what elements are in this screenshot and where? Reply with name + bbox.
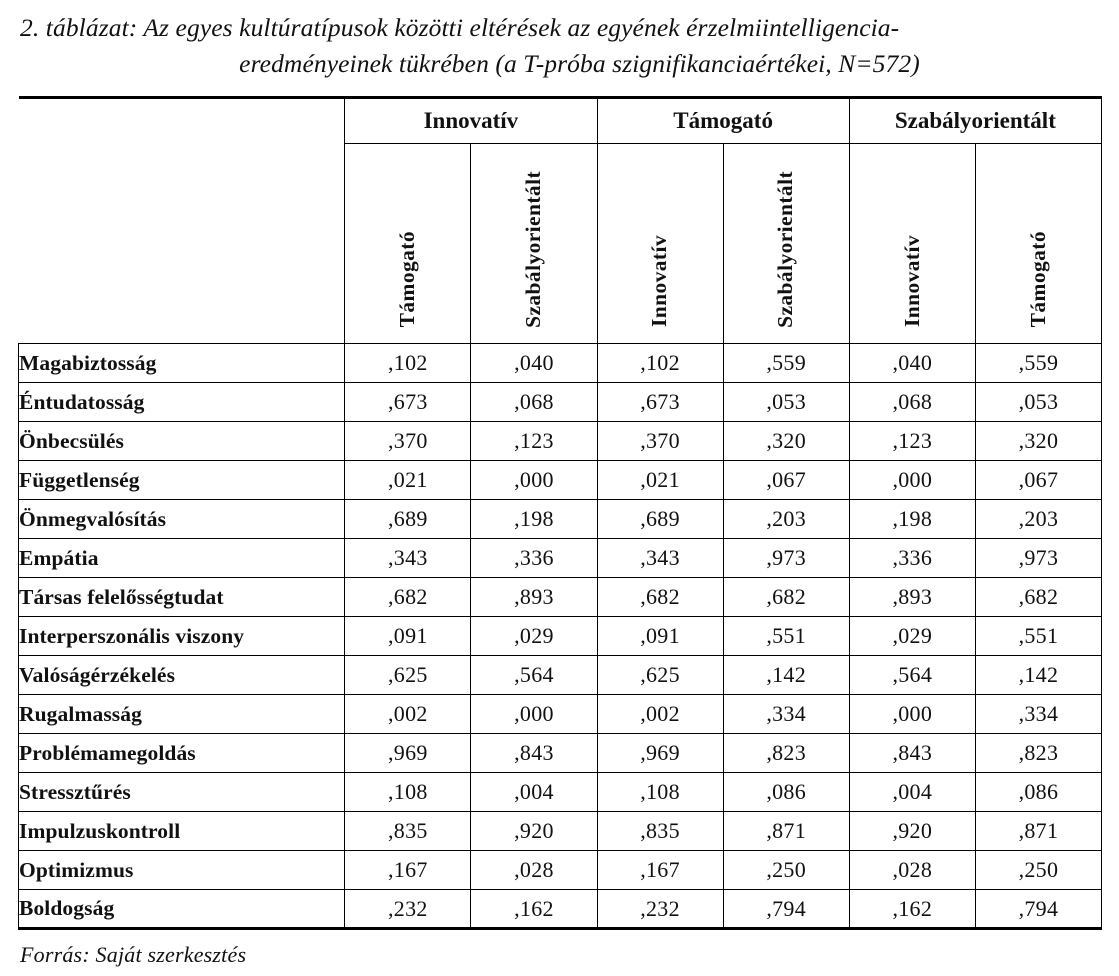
data-cell: ,370 <box>345 422 471 461</box>
group-header-tamogato: Támogató <box>597 98 849 144</box>
data-cell: ,871 <box>975 812 1101 851</box>
data-cell: ,068 <box>849 383 975 422</box>
sub-header-label-5: Innovatív <box>899 235 924 328</box>
data-cell: ,002 <box>597 695 723 734</box>
data-cell: ,334 <box>975 695 1101 734</box>
data-cell: ,142 <box>723 656 849 695</box>
table-body <box>19 344 1102 929</box>
data-cell: ,102 <box>345 344 471 383</box>
row-label: Optimizmus <box>19 851 345 890</box>
data-cell: ,232 <box>345 890 471 929</box>
data-cell: ,108 <box>345 773 471 812</box>
data-cell: ,564 <box>849 656 975 695</box>
row-label: Empátia <box>19 539 345 578</box>
data-cell: ,028 <box>849 851 975 890</box>
data-cell: ,551 <box>723 617 849 656</box>
data-cell: ,091 <box>597 617 723 656</box>
source-note: Forrás: Saját szerkesztés <box>20 942 247 968</box>
data-cell: ,162 <box>471 890 597 929</box>
data-cell: ,559 <box>723 344 849 383</box>
sub-header-col-3 <box>597 144 723 344</box>
row-label: Stressztűrés <box>19 773 345 812</box>
table-row <box>19 773 1102 812</box>
data-cell: ,682 <box>345 578 471 617</box>
data-cell: ,843 <box>471 734 597 773</box>
sub-header-col-5 <box>849 144 975 344</box>
data-cell: ,625 <box>345 656 471 695</box>
corner-cell <box>19 98 345 344</box>
data-cell: ,091 <box>345 617 471 656</box>
row-label: Interperszonális viszony <box>19 617 345 656</box>
data-cell: ,021 <box>345 461 471 500</box>
table-head <box>19 98 1102 344</box>
data-cell: ,198 <box>849 500 975 539</box>
group-header-row <box>19 98 1102 144</box>
data-cell: ,142 <box>975 656 1101 695</box>
sub-header-col-1 <box>345 144 471 344</box>
data-cell: ,320 <box>975 422 1101 461</box>
data-cell: ,021 <box>597 461 723 500</box>
data-cell: ,673 <box>597 383 723 422</box>
data-cell: ,108 <box>597 773 723 812</box>
row-label: Önbecsülés <box>19 422 345 461</box>
data-cell: ,053 <box>975 383 1101 422</box>
data-cell: ,625 <box>597 656 723 695</box>
data-cell: ,871 <box>723 812 849 851</box>
data-cell: ,973 <box>975 539 1101 578</box>
data-cell: ,682 <box>723 578 849 617</box>
data-cell: ,086 <box>975 773 1101 812</box>
sub-header-col-2 <box>471 144 597 344</box>
data-cell: ,086 <box>723 773 849 812</box>
row-label: Éntudatosság <box>19 383 345 422</box>
page-title-line-2: eredményeinek tükrében (a T-próba szignifikanciaértékei, N=572) <box>239 49 920 79</box>
data-cell: ,893 <box>849 578 975 617</box>
data-cell: ,102 <box>597 344 723 383</box>
data-cell: ,370 <box>597 422 723 461</box>
row-label: Önmegvalósítás <box>19 500 345 539</box>
data-cell: ,040 <box>849 344 975 383</box>
data-cell: ,551 <box>975 617 1101 656</box>
data-cell: ,000 <box>849 461 975 500</box>
data-cell: ,673 <box>345 383 471 422</box>
data-cell: ,973 <box>723 539 849 578</box>
data-cell: ,689 <box>345 500 471 539</box>
table-row <box>19 734 1102 773</box>
data-cell: ,920 <box>471 812 597 851</box>
table-row <box>19 383 1102 422</box>
data-cell: ,002 <box>345 695 471 734</box>
row-label: Rugalmasság <box>19 695 345 734</box>
data-cell: ,336 <box>849 539 975 578</box>
data-cell: ,040 <box>471 344 597 383</box>
data-cell: ,823 <box>723 734 849 773</box>
data-cell: ,068 <box>471 383 597 422</box>
data-cell: ,843 <box>849 734 975 773</box>
data-cell: ,794 <box>975 890 1101 929</box>
sub-header-label-4: Szabályorientált <box>773 170 798 328</box>
data-cell: ,682 <box>975 578 1101 617</box>
data-cell: ,067 <box>723 461 849 500</box>
row-label: Valóságérzékelés <box>19 656 345 695</box>
data-cell: ,123 <box>471 422 597 461</box>
sub-header-label-2: Szabályorientált <box>521 170 546 328</box>
group-header-szabalyorientalt: Szabályorientált <box>849 98 1101 144</box>
data-cell: ,167 <box>597 851 723 890</box>
data-cell: ,004 <box>471 773 597 812</box>
sub-header-col-4 <box>723 144 849 344</box>
data-cell: ,067 <box>975 461 1101 500</box>
data-cell: ,203 <box>975 500 1101 539</box>
table-row <box>19 422 1102 461</box>
row-label: Boldogság <box>19 890 345 929</box>
sub-header-col-6 <box>975 144 1101 344</box>
table-row <box>19 500 1102 539</box>
group-header-innovativ: Innovatív <box>345 98 597 144</box>
table-row <box>19 851 1102 890</box>
data-cell: ,123 <box>849 422 975 461</box>
table-row <box>19 656 1102 695</box>
table-row <box>19 539 1102 578</box>
data-cell: ,564 <box>471 656 597 695</box>
table-row <box>19 461 1102 500</box>
data-cell: ,823 <box>975 734 1101 773</box>
page-title <box>16 0 1103 82</box>
data-cell: ,794 <box>723 890 849 929</box>
data-cell: ,053 <box>723 383 849 422</box>
page-title-line-1: 2. táblázat: Az egyes kultúratípusok közötti eltérések az egyének érzelmiintelligencia- <box>20 13 900 42</box>
data-cell: ,559 <box>975 344 1101 383</box>
significance-matrix-table <box>18 96 1102 930</box>
data-cell: ,920 <box>849 812 975 851</box>
data-cell: ,336 <box>471 539 597 578</box>
data-cell: ,029 <box>471 617 597 656</box>
data-cell: ,232 <box>597 890 723 929</box>
table-row <box>19 617 1102 656</box>
data-cell: ,343 <box>345 539 471 578</box>
row-label: Impulzuskontroll <box>19 812 345 851</box>
data-cell: ,320 <box>723 422 849 461</box>
table-row <box>19 812 1102 851</box>
sub-header-label-3: Innovatív <box>647 235 672 328</box>
data-cell: ,334 <box>723 695 849 734</box>
data-cell: ,969 <box>345 734 471 773</box>
data-cell: ,167 <box>345 851 471 890</box>
data-cell: ,028 <box>471 851 597 890</box>
table-row <box>19 344 1102 383</box>
table-row <box>19 890 1102 929</box>
table-row <box>19 695 1102 734</box>
data-cell: ,893 <box>471 578 597 617</box>
sub-header-label-1: Támogató <box>395 231 420 328</box>
row-label: Magabiztosság <box>19 344 345 383</box>
data-cell: ,203 <box>723 500 849 539</box>
row-label: Társas felelősségtudat <box>19 578 345 617</box>
data-cell: ,250 <box>723 851 849 890</box>
data-cell: ,682 <box>597 578 723 617</box>
data-cell: ,689 <box>597 500 723 539</box>
data-cell: ,000 <box>471 695 597 734</box>
data-cell: ,250 <box>975 851 1101 890</box>
data-cell: ,343 <box>597 539 723 578</box>
data-cell: ,029 <box>849 617 975 656</box>
data-cell: ,835 <box>345 812 471 851</box>
table-row <box>19 578 1102 617</box>
data-cell: ,969 <box>597 734 723 773</box>
sub-header-label-6: Támogató <box>1025 231 1050 328</box>
data-cell: ,835 <box>597 812 723 851</box>
data-cell: ,000 <box>471 461 597 500</box>
data-cell: ,000 <box>849 695 975 734</box>
row-label: Problémamegoldás <box>19 734 345 773</box>
data-cell: ,198 <box>471 500 597 539</box>
data-cell: ,162 <box>849 890 975 929</box>
row-label: Függetlenség <box>19 461 345 500</box>
data-cell: ,004 <box>849 773 975 812</box>
